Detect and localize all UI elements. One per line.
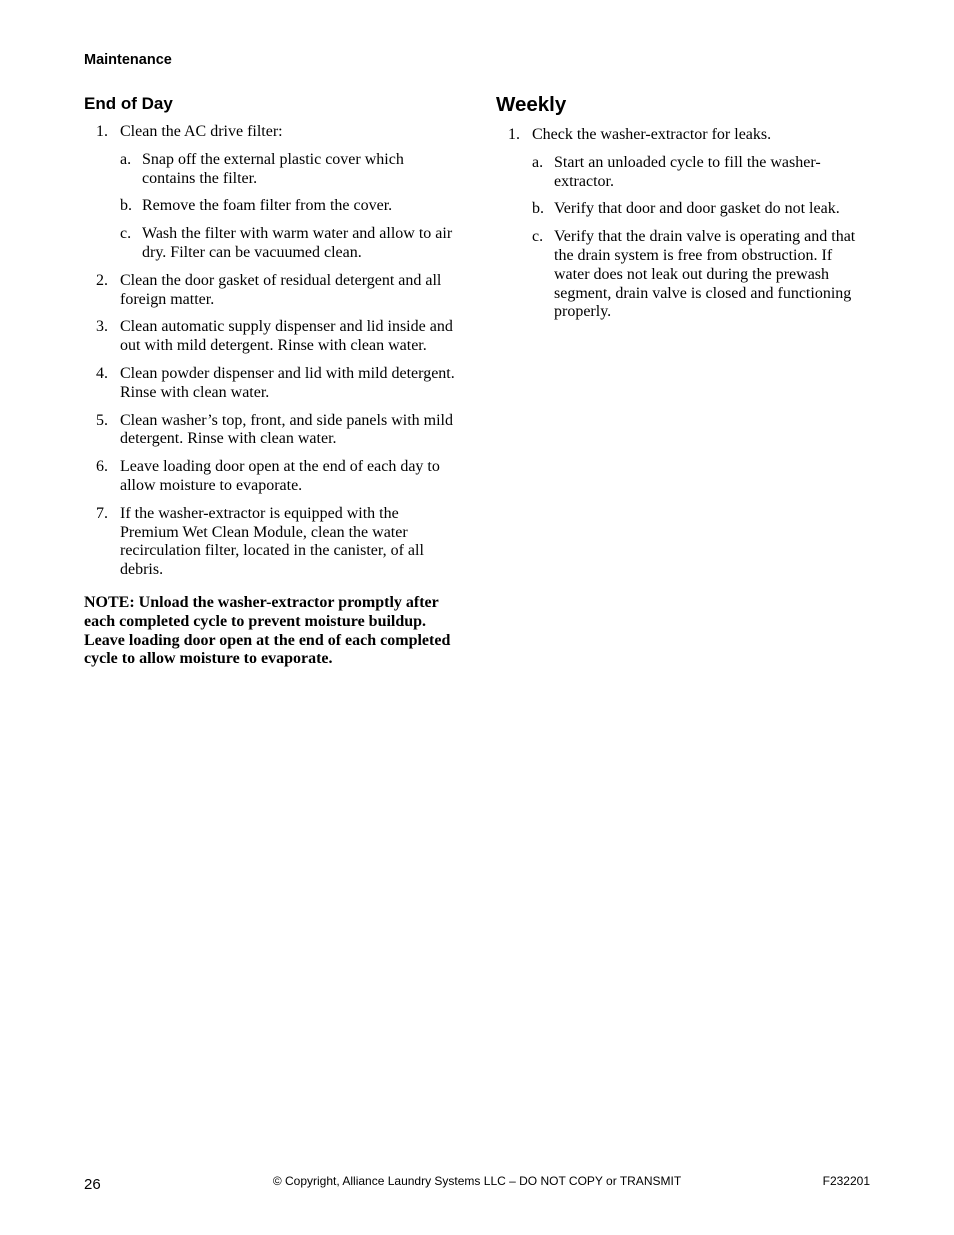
list-item bbox=[84, 272, 459, 310]
item-text: Clean washer’s top, front, and side panels with mild detergent. Rinse with clean water. bbox=[120, 411, 453, 448]
item-number: 4. bbox=[96, 364, 108, 382]
item-text: If the washer-extractor is equipped with the Premium Wet Clean Module, clean the water recirculation filter, located in the canister, of all debris. bbox=[120, 504, 424, 579]
list-item bbox=[84, 505, 459, 580]
list-item bbox=[84, 318, 459, 356]
sub-list-item bbox=[532, 200, 871, 219]
copyright-notice: © Copyright, Alliance Laundry Systems LLC – DO NOT COPY or TRANSMIT bbox=[272, 1174, 682, 1188]
item-text: Clean the AC drive filter: bbox=[120, 123, 283, 140]
list-item bbox=[84, 365, 459, 403]
section-header: Maintenance bbox=[84, 52, 172, 68]
list-item bbox=[84, 412, 459, 450]
item-text: Clean automatic supply dispenser and lid inside and out with mild detergent. Rinse with clean water. bbox=[120, 318, 453, 355]
sub-item-text: Snap off the external plastic cover which contains the filter. bbox=[142, 150, 404, 187]
item-text: Leave loading door open at the end of each day to allow moisture to evaporate. bbox=[120, 458, 440, 494]
sub-list-item bbox=[532, 228, 871, 322]
item-number: 1. bbox=[508, 126, 520, 143]
sub-item-text: Verify that door and door gasket do not leak. bbox=[554, 200, 840, 218]
note-text: NOTE: Unload the washer-extractor promptly after each completed cycle to prevent moisture buildup. Leave loading door open at the end of each completed cycle to allow moisture to evaporate. bbox=[84, 593, 451, 668]
sub-list bbox=[532, 154, 871, 322]
end-of-day-heading: End of Day bbox=[84, 94, 173, 113]
item-number: 7. bbox=[96, 504, 108, 522]
end-of-day-column bbox=[84, 93, 459, 669]
item-number: 3. bbox=[96, 318, 108, 336]
item-number: 1. bbox=[96, 123, 108, 140]
sub-list-item bbox=[532, 154, 871, 192]
sub-item-letter: b. bbox=[532, 200, 544, 218]
sub-list-item bbox=[120, 151, 459, 189]
page-number: 26 bbox=[84, 1176, 101, 1193]
weekly-column bbox=[496, 93, 871, 331]
list-item bbox=[496, 126, 871, 322]
weekly-heading: Weekly bbox=[496, 93, 567, 116]
sub-list-item bbox=[120, 225, 459, 263]
item-number: 2. bbox=[96, 271, 108, 289]
sub-item-text: Remove the foam filter from the cover. bbox=[142, 197, 393, 215]
sub-item-letter: c. bbox=[120, 225, 132, 243]
sub-item-text: Start an unloaded cycle to fill the washer-extractor. bbox=[554, 153, 821, 190]
sub-item-text: Wash the filter with warm water and allow to air dry. Filter can be vacuumed clean. bbox=[142, 225, 453, 261]
item-text: Check the washer-extractor for leaks. bbox=[532, 126, 772, 143]
sub-list bbox=[120, 151, 459, 263]
list-item bbox=[84, 458, 459, 496]
item-text: Clean the door gasket of residual detergent and all foreign matter. bbox=[120, 271, 442, 308]
sub-item-letter: b. bbox=[120, 197, 132, 215]
item-number: 5. bbox=[96, 411, 108, 429]
sub-list-item bbox=[120, 197, 459, 216]
sub-item-letter: a. bbox=[120, 150, 132, 168]
document-id: F232201 bbox=[822, 1174, 870, 1188]
sub-item-letter: c. bbox=[532, 228, 544, 246]
list-item bbox=[84, 123, 459, 263]
item-number: 6. bbox=[96, 458, 108, 476]
sub-item-letter: a. bbox=[532, 153, 544, 171]
sub-item-text: Verify that the drain valve is operating and that the drain system is free from obstruction. If water does not leak out during the prewash segment, drain valve is closed and functioning properly. bbox=[554, 228, 856, 321]
item-text: Clean powder dispenser and lid with mild detergent. Rinse with clean water. bbox=[120, 364, 455, 401]
page-footer bbox=[84, 1174, 870, 1194]
